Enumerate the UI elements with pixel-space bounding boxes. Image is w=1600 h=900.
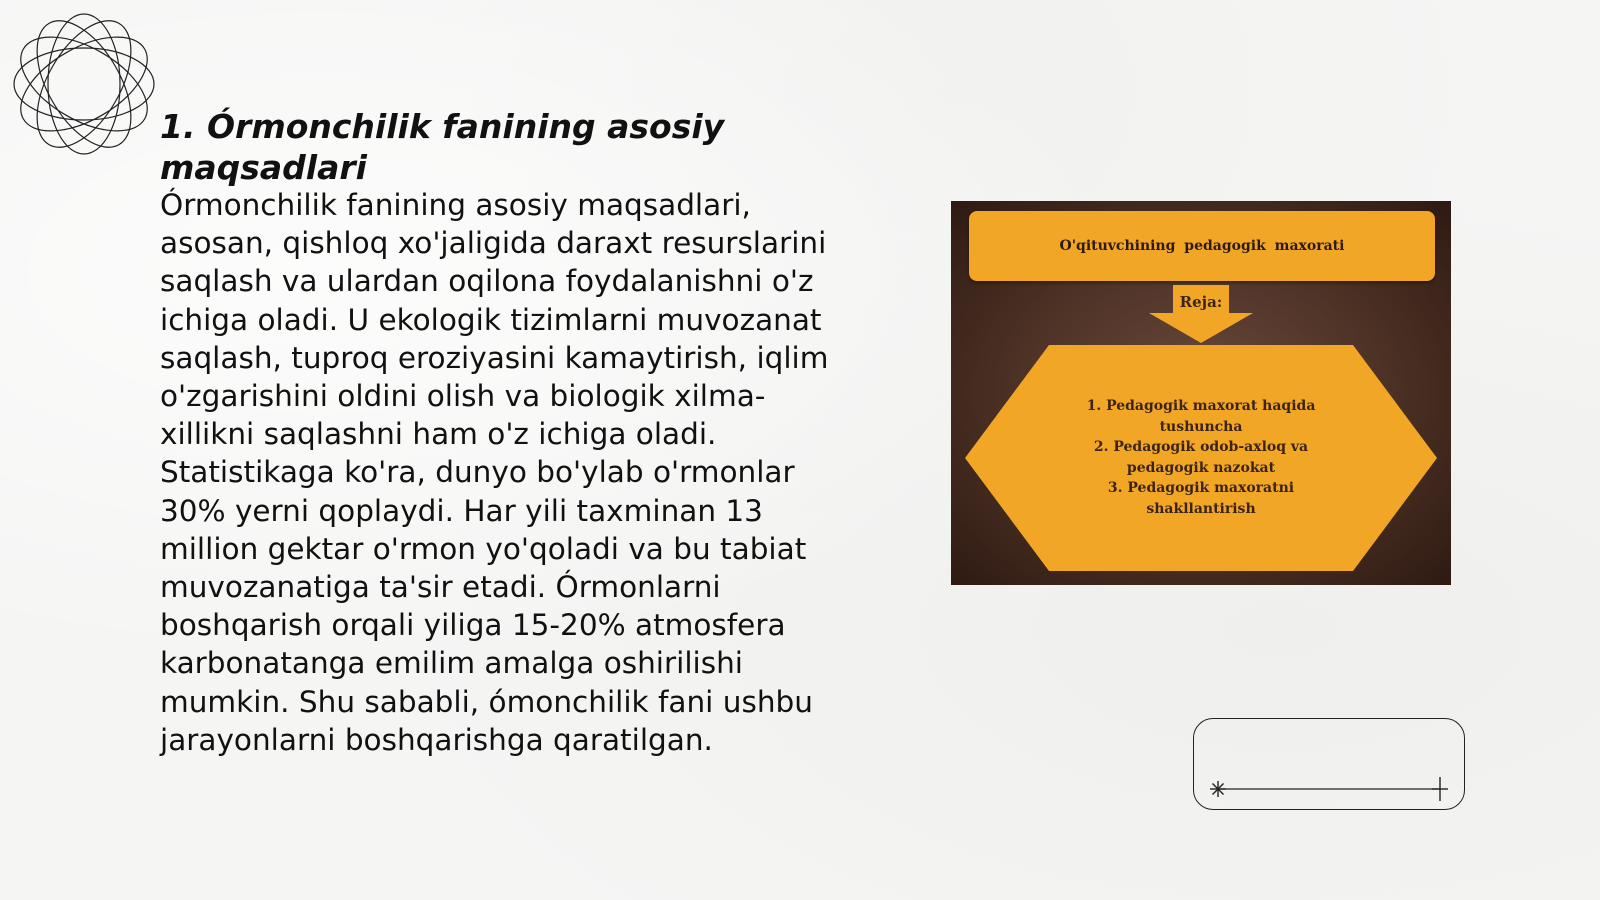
plan-item: 3. Pedagogik maxoratni shakllantirish: [1107, 480, 1295, 517]
diagram-banner-text: O'qituvchining pedagogik maxorati: [1059, 238, 1345, 254]
sparkle-icon: [1210, 781, 1226, 797]
slide-title: 1. Órmonchilik fanining asosiy maqsadlari: [160, 107, 725, 187]
diagram-banner: [969, 211, 1435, 281]
decorative-line: [1194, 719, 1466, 811]
pedagogy-diagram-image: [951, 201, 1451, 585]
arrow-label: Reja:: [1179, 293, 1223, 311]
plan-item: 2. Pedagogik odob-axloq va pedagogik nazokat: [1093, 439, 1309, 476]
cross-icon: [1432, 777, 1448, 801]
plan-list: [1061, 396, 1341, 519]
decorative-line-box: [1193, 718, 1465, 810]
decorative-rosette-icon: [10, 10, 158, 158]
slide-body-text: Órmonchilik fanining asosiy maqsadlari, asosan, qishloq xo'jaligida daraxt resurslarini saqlash va ulardan oqilona foydalanishni o'z ichiga oladi. U ekologik tizimlarni muvozanat saqlash, tuproq eroziyasini kamaytirish, iqlim o'zgarishini oldini olish va biologik xilma-xillikni saqlashni ham o'z ichiga oladi. Statistikaga ko'ra, dunyo bo'ylab o'rmonlar 30% yerni qoplaydi. Har yili taxminan 13 million gektar o'rmon yo'qoladi va bu tabiat muvozanatiga ta'sir etadi. Órmonlarni boshqarish orqali yiliga 15-20% atmosfera karbonatanga emilim amalga oshirilishi mumkin. Shu sababli, ómonchilik fani ushbu jarayonlarni boshqarishga qaratilgan.: [160, 188, 829, 757]
plan-item: 1. Pedagogik maxorat haqida tushuncha: [1086, 398, 1316, 435]
